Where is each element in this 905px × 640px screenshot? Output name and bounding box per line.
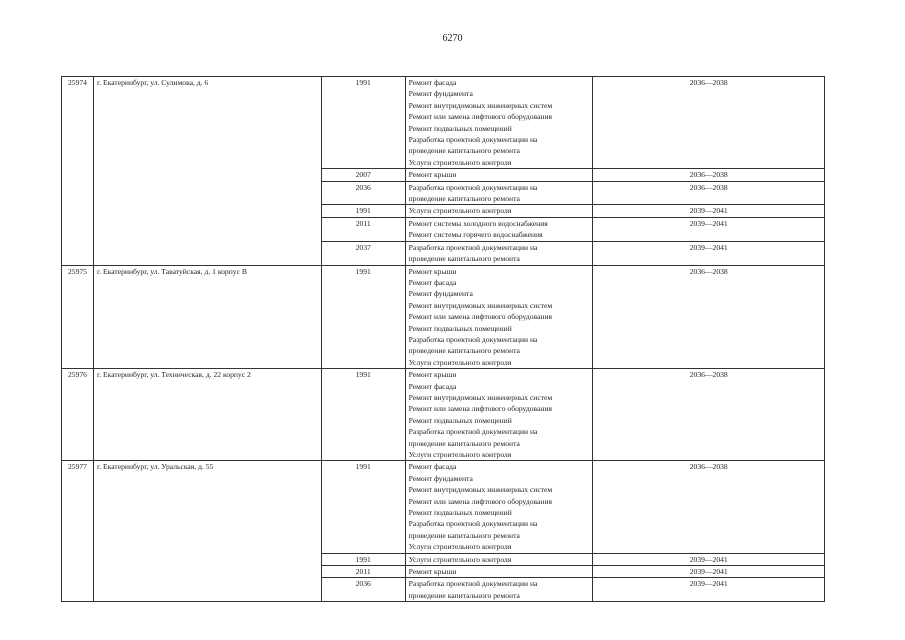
work-item: проведение капитального ремонта (408, 346, 520, 356)
year-cell: 1991 (321, 205, 405, 217)
work-item: Услуги строительного контроля (408, 206, 512, 216)
work-item: Услуги строительного контроля (408, 450, 512, 459)
work-item: проведение капитального ремонта (408, 146, 520, 156)
table-body (62, 77, 825, 602)
work-item: Разработка проектной документации на (408, 135, 538, 145)
period-cell: 2036—2038 (593, 77, 825, 169)
entry-id: 25974 (62, 77, 94, 266)
repair-plan-table (61, 76, 825, 602)
works-cell (405, 241, 593, 265)
work-item: Ремонт или замена лифтового оборудования (408, 404, 553, 414)
entry-id: 25975 (62, 265, 94, 369)
work-item: Ремонт внутридомовых инженерных систем (408, 100, 553, 110)
year-cell: 1991 (321, 369, 405, 461)
work-item: Ремонт подвальных помещений (408, 415, 512, 425)
work-item: проведение капитального ремонта (408, 438, 520, 448)
work-item: Ремонт внутридомовых инженерных систем (408, 300, 553, 310)
work-item: Ремонт фасада (408, 462, 457, 472)
work-item: Ремонт внутридомовых инженерных систем (408, 485, 553, 495)
year-cell: 2037 (321, 241, 405, 265)
works-cell (405, 566, 593, 578)
work-item: проведение капитального ремонта (408, 254, 520, 264)
work-item: Разработка проектной документации на (408, 519, 538, 529)
work-item: Ремонт подвальных помещений (408, 323, 512, 333)
work-item: Разработка проектной документации на (408, 334, 538, 344)
work-item: проведение капитального ремонта (408, 194, 520, 204)
entry-address: г. Екатеринбург, ул. Сулимова, д. 6 (93, 77, 321, 266)
work-item: Разработка проектной документации на (408, 579, 538, 589)
year-cell: 2011 (321, 217, 405, 241)
work-item: Ремонт системы холодного водоснабжения (408, 218, 548, 228)
work-item: Ремонт или замена лифтового оборудования (408, 312, 553, 322)
work-item: Ремонт фасада (408, 277, 457, 287)
work-item: Ремонт крыши (408, 266, 457, 276)
work-item: Ремонт или замена лифтового оборудования (408, 496, 553, 506)
period-cell: 2036—2038 (593, 169, 825, 181)
year-cell: 1991 (321, 553, 405, 565)
table-row (62, 369, 825, 461)
works-cell (405, 217, 593, 241)
period-cell: 2039—2041 (593, 566, 825, 578)
works-cell (405, 181, 593, 205)
work-item: Ремонт системы горячего водоснабжения (408, 230, 543, 240)
year-cell: 2036 (321, 578, 405, 602)
entry-address: г. Екатеринбург, ул. Техническая, д. 22 корпус 2 (93, 369, 321, 461)
work-item: Ремонт подвальных помещений (408, 508, 512, 518)
period-cell: 2039—2041 (593, 578, 825, 602)
work-item: Услуги строительного контроля (408, 554, 512, 564)
entry-id: 25976 (62, 369, 94, 461)
year-cell: 1991 (321, 77, 405, 169)
work-item: Ремонт фундамента (408, 89, 473, 99)
work-item: Ремонт фасада (408, 78, 457, 87)
year-cell: 1991 (321, 265, 405, 369)
works-cell (405, 578, 593, 602)
period-cell: 2039—2041 (593, 553, 825, 565)
entry-address: г. Екатеринбург, ул. Таватуйская, д. 1 корпус В (93, 265, 321, 369)
period-cell: 2039—2041 (593, 205, 825, 217)
table-row (62, 265, 825, 369)
work-item: Разработка проектной документации на (408, 242, 538, 252)
period-cell: 2036—2038 (593, 461, 825, 553)
period-cell: 2036—2038 (593, 265, 825, 369)
year-cell: 2007 (321, 169, 405, 181)
work-item: Ремонт подвальных помещений (408, 123, 512, 133)
work-item: Услуги строительного контроля (408, 157, 512, 167)
work-item: Ремонт фундамента (408, 289, 473, 299)
table-row (62, 77, 825, 169)
entry-address: г. Екатеринбург, ул. Уральская, д. 55 (93, 461, 321, 602)
work-item: Ремонт крыши (408, 370, 457, 380)
works-cell (405, 77, 593, 169)
work-item: Разработка проектной документации на (408, 427, 538, 437)
works-cell (405, 369, 593, 461)
table-row (62, 461, 825, 553)
work-item: Ремонт фундамента (408, 473, 473, 483)
work-item: Ремонт фасада (408, 381, 457, 391)
work-item: проведение капитального ремонта (408, 530, 520, 540)
period-cell: 2039—2041 (593, 241, 825, 265)
work-item: проведение капитального ремонта (408, 590, 520, 600)
period-cell: 2036—2038 (593, 369, 825, 461)
period-cell: 2036—2038 (593, 181, 825, 205)
work-item: Услуги строительного контроля (408, 357, 512, 367)
work-item: Ремонт внутридомовых инженерных систем (408, 392, 553, 402)
year-cell: 1991 (321, 461, 405, 553)
works-cell (405, 205, 593, 217)
year-cell: 2036 (321, 181, 405, 205)
works-cell (405, 169, 593, 181)
work-item: Ремонт крыши (408, 567, 457, 577)
works-cell (405, 461, 593, 553)
works-cell (405, 553, 593, 565)
work-item: Ремонт или замена лифтового оборудования (408, 112, 553, 122)
works-cell (405, 265, 593, 369)
page-number: 6270 (442, 33, 463, 44)
work-item: Ремонт крыши (408, 170, 457, 180)
entry-id: 25977 (62, 461, 94, 602)
work-item: Разработка проектной документации на (408, 182, 538, 192)
work-item: Услуги строительного контроля (408, 542, 512, 552)
year-cell: 2011 (321, 566, 405, 578)
period-cell: 2039—2041 (593, 217, 825, 241)
